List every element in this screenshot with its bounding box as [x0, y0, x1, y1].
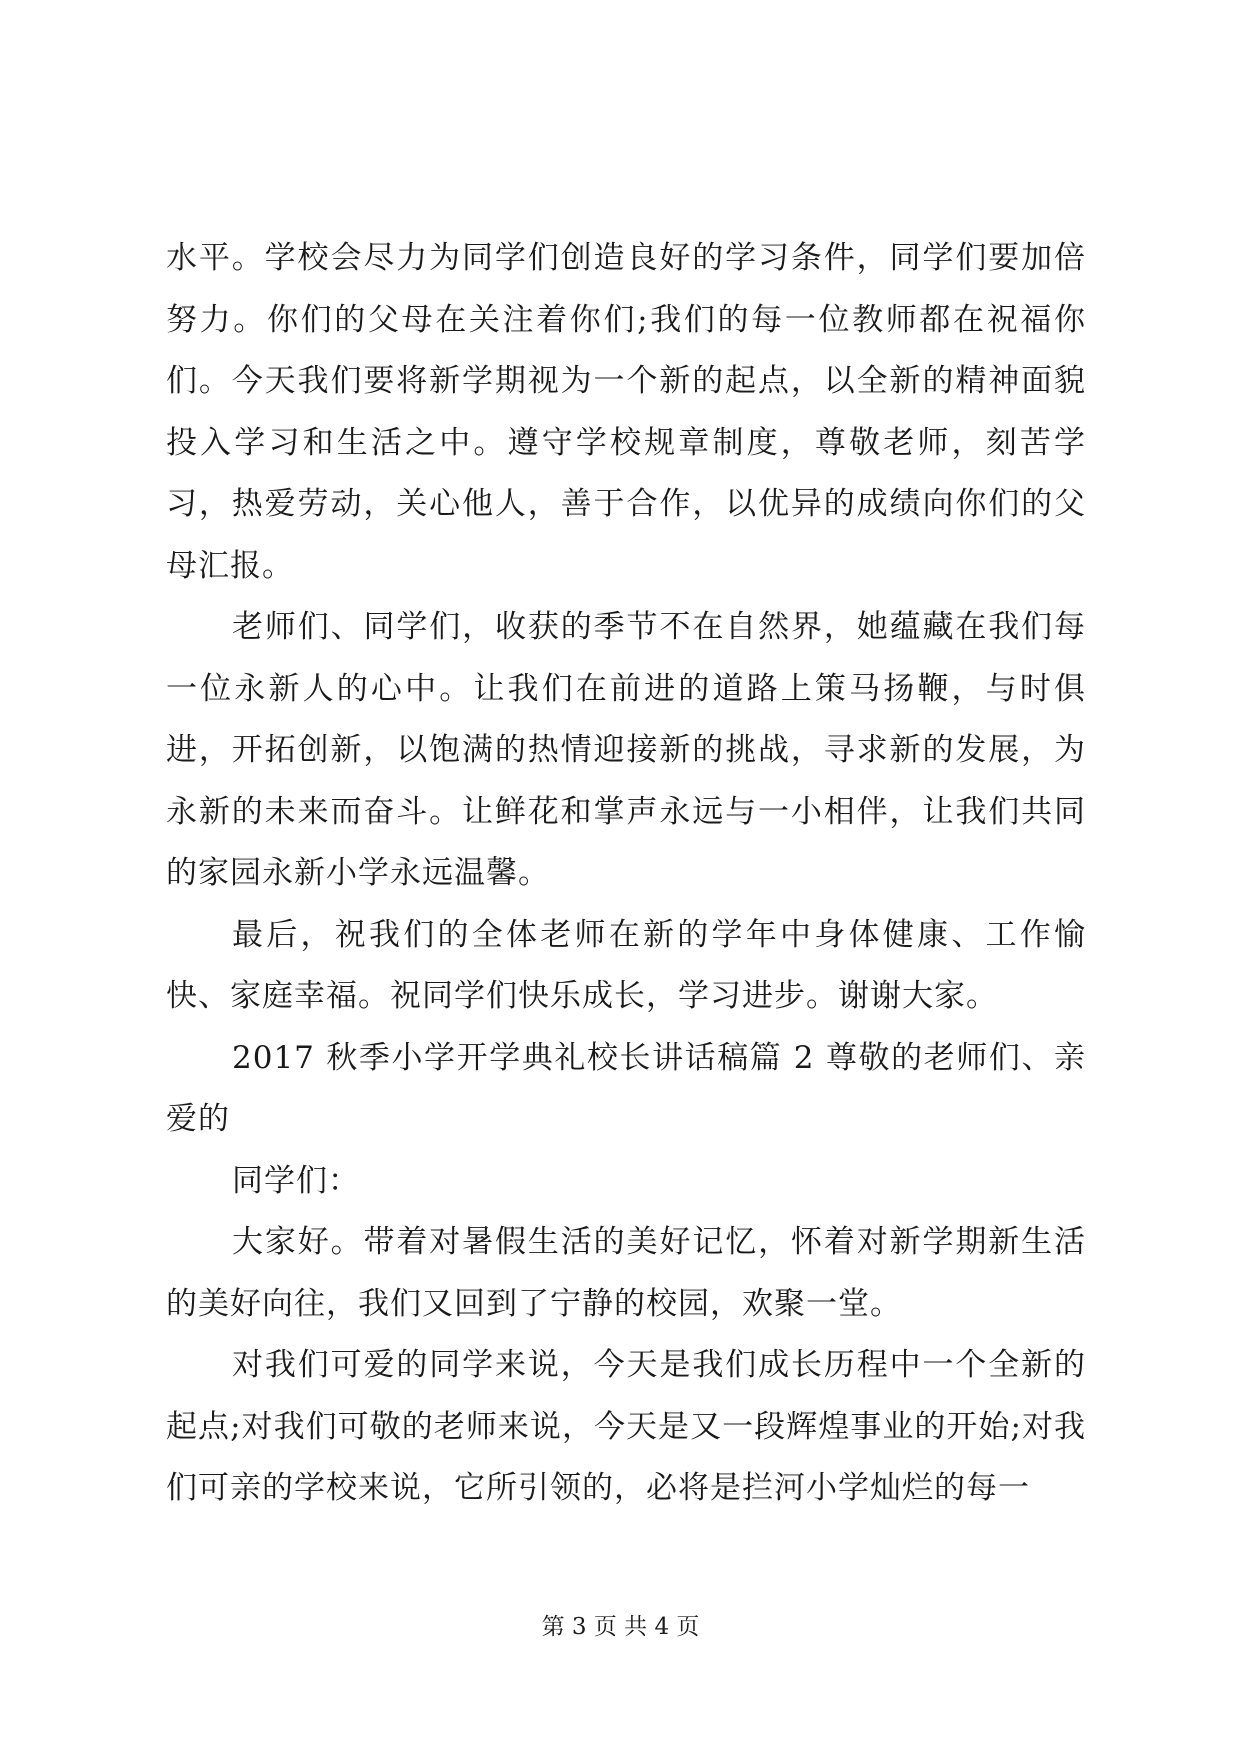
page-number-footer: 第 3 页 共 4 页: [541, 1614, 700, 1640]
document-body: [166, 228, 1086, 1520]
paragraph-1: 水平。学校会尽力为同学们创造良好的学习条件，同学们要加倍努力。你们的父母在关注着你们;我们的每一位教师都在祝福你们。今天我们要将新学期视为一个新的起点，以全新的精神面貌投入学习和生活之中。遵守学校规章制度，尊敬老师，刻苦学习，热爱劳动，关心他人，善于合作，以优异的成绩向你们的父母汇报。: [166, 240, 1086, 584]
paragraph-5-salutation: 同学们：: [232, 1162, 360, 1199]
paragraph-7: 对我们可爱的同学来说，今天是我们成长历程中一个全新的起点;对我们可敬的老师来说，今天是又一段辉煌事业的开始;对我们可亲的学校来说，它所引领的，必将是拦河小学灿烂的每一: [166, 1347, 1086, 1506]
paragraph-2: 老师们、同学们，收获的季节不在自然界，她蕴藏在我们每一位永新人的心中。让我们在前进的道路上策马扬鞭，与时俱进，开拓创新，以饱满的热情迎接新的挑战，寻求新的发展，为永新的未来而奋斗。让鲜花和掌声永远与一小相伴，让我们共同的家园永新小学永远温馨。: [166, 609, 1086, 891]
paragraph-3: 最后，祝我们的全体老师在新的学年中身体健康、工作愉快、家庭幸福。祝同学们快乐成长，学习进步。谢谢大家。: [166, 916, 1086, 1014]
paragraph-4-title: 2017 秋季小学开学典礼校长讲话稿篇 2 尊敬的老师们、亲爱的: [166, 1039, 1086, 1137]
paragraph-6: 大家好。带着对暑假生活的美好记忆，怀着对新学期新生活的美好向往，我们又回到了宁静的校园，欢聚一堂。: [166, 1224, 1086, 1322]
